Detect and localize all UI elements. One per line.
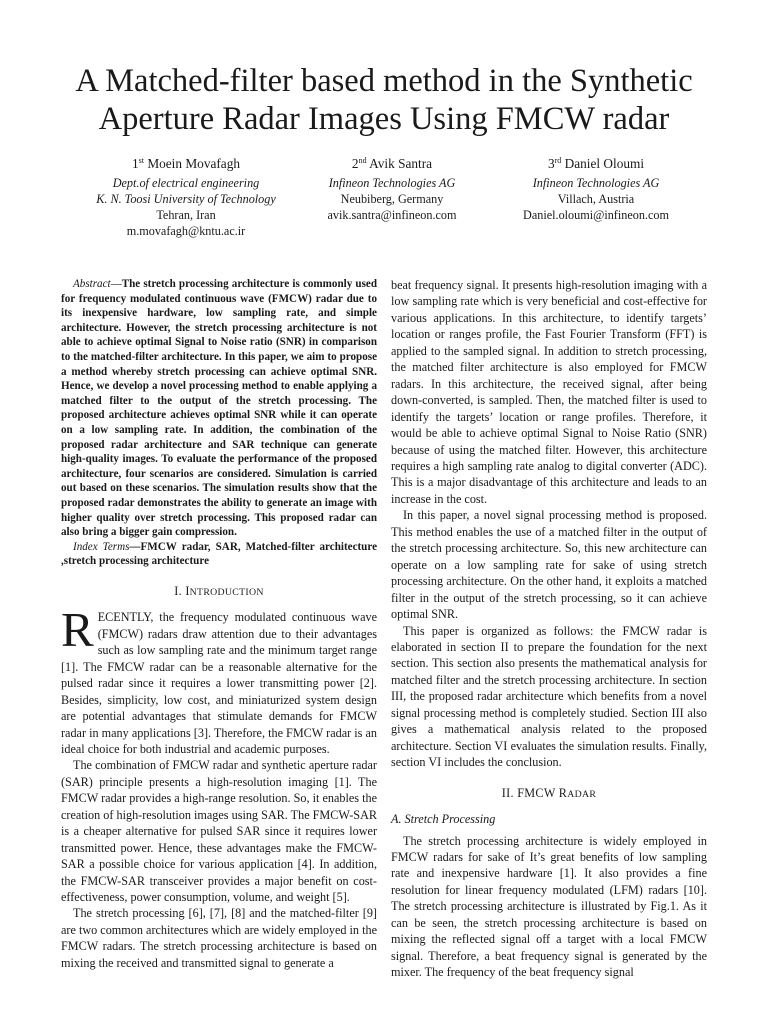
drop-cap: R xyxy=(61,602,94,658)
author-affiliation: Infineon Technologies AG xyxy=(532,176,660,190)
paper-title xyxy=(40,62,728,138)
author-location: Tehran, Iran xyxy=(156,208,216,222)
author-email: m.movafagh@kntu.ac.ir xyxy=(126,224,246,238)
author-affiliation: K. N. Toosi University of Technology xyxy=(96,192,276,206)
index-terms-label: Index Terms xyxy=(73,540,130,553)
body-paragraph: The stretch processing architecture is widely employed in FMCW radars for sake of It’s great benefits of low sampling rate and inexpensive hardware [1]. It also provides a fine resolution for linear frequency modulated (LFM) radars [10]. The stretch processing architecture is illustrated by Fig.1. As it can be seen, the stretch processing architecture is based on mixing the reflected signal off a target with a local FMCW signal. Therefore, a beat frequency signal is generated by the mixer. The frequency of the beat frequency signal xyxy=(391,833,707,980)
intro-paragraph: This paper is organized as follows: the FMCW radar is elaborated in section II to prepare the foundation for the next section. This section also presents the mathematical analysis for matched filter and the stretch processing architecture. In section III, the proposed radar architecture which benefits from a novel signal processing method is completely studied. Section III also gives a mathematical analysis related to the proposed architecture. Section VI evaluates the simulation results. Finally, section VI includes the conclusion. xyxy=(391,623,707,770)
index-terms-text: FMCW radar, SAR, Matched-filter architecture ,stretch processing architecture xyxy=(61,540,378,568)
author-email: avik.santra@infineon.com xyxy=(327,208,457,222)
abstract: Abstract—The stretch processing architecture is commonly used for frequency modulated continuous wave (FMCW) radar due to its inexpensive hardware, low sampling rate, and simple architecture. However, the stretch processing architecture is not able to achieve optimal Signal to Noise ratio (SNR) in comparison to the matched-filter architecture. In this paper, we aim to propose a method whereby stretch processing can achieve optimal SNR. Hence, we develop a novel processing method to enable applying a matched filter to the output of the stretch processing. The proposed architecture achieves optimal SNR while it can operate on a low sampling rate. In addition, the combination of the proposed radar architecture and SAR technique can generate high-quality images. To evaluate the performance of the proposed architecture, four scenarios are considered. Simulation is carried out based on these scenarios. The simulation results show that the proposed radar demonstrates the ability to generate an image with higher quality over stretch processing. This proposed radar can also bring a bigger gain compression. xyxy=(61,278,377,539)
author-email: Daniel.oloumi@infineon.com xyxy=(523,208,669,222)
intro-paragraph: RECENTLY, the frequency modulated continuous wave (FMCW) radars draw attention due to their advantages such as low sampling rate and the minimum target range [1]. The FMCW radar can be a reasonable alternative for the pulsed radar since it requires a lower transmitting power [2]. Besides, simplicity, low cost, and miniaturized system design are potential advantages that stimulate demands for FMCW radar in many applications [3]. Therefore, the FMCW radar is an ideal choice for both industrial and academic purposes. xyxy=(61,602,377,756)
author-department: Dept.of electrical engineering xyxy=(112,176,260,190)
section-heading-introduction: I. INTRODUCTION xyxy=(174,583,264,598)
abstract-label: Abstract xyxy=(73,278,111,290)
intro-paragraph-continued: beat frequency signal. It presents high-resolution imaging with a low sampling rate which is very beneficial and cost-effective for various applications. In this architecture, to identify targets’ location or ranges profile, the Fast Fourier Transform (FFT) is applied to the sampled signal. In addition to stretch processing, the matched filter architecture is also employed for FMCW radars. In this architecture, the received signal, after being down-converted, is sampled. Then, the matched filter is used to identify the targets’ location or range profiles. Therefore, it would be able to achieve optimal Signal to Noise Ratio (SNR) because of using the matched filter. However, this architecture requires a high sampling rate analog to digital converter (ADC). This is a major disadvantage of this architecture and leads to an increase in the cost. xyxy=(391,278,707,506)
title-line-2: Aperture Radar Images Using FMCW radar xyxy=(98,101,670,137)
intro-paragraph: The stretch processing [6], [7], [8] and the matched-filter [9] are two common architectures which are widely employed in the FMCW radars. The stretch processing architecture is based on mixing the received and transmitted signal to generate a xyxy=(61,906,377,970)
author-name: 1st Moein Movafagh xyxy=(131,156,241,171)
author-block xyxy=(471,153,721,223)
intro-paragraph: The combination of FMCW radar and synthetic aperture radar (SAR) principle presents a high-resolution imaging [1]. The FMCW radar provides a high-range resolution. So, it enables the creation of high-resolution images using SAR. The FMCW-SAR is a cheaper alternative for pulsed SAR since it requires lower transmitted power. Hence, these advantages make the FMCW-SAR a possible choice for various application [4]. In addition, the FMCW-SAR transceiver provides a major benefit on cost-effectiveness, power consumption, volume, and weight [5]. xyxy=(61,758,377,905)
subsection-heading-stretch-processing: A. Stretch Processing xyxy=(391,812,496,827)
intro-paragraph: In this paper, a novel signal processing method is proposed. This method enables the use of a matched filter in the output of the stretch processing architecture. So, this new architecture can operate on a low sampling rate for sake of using stretch processing architecture. On the other hand, it exploits a matched filter in the output of the stretch processing, so it can achieve optimal SNR. xyxy=(391,508,707,622)
right-column xyxy=(391,277,707,981)
title-line-1: A Matched-filter based method in the Synthetic xyxy=(75,63,693,99)
author-location: Neubiberg, Germany xyxy=(340,192,444,206)
index-terms: Index Terms—FMCW radar, SAR, Matched-filter architecture ,stretch processing architecture xyxy=(61,540,378,568)
left-column xyxy=(61,277,377,971)
abstract-text: The stretch processing architecture is commonly used for frequency modulated continuous wave (FMCW) radar due to its inexpensive hardware, low sampling rate, and simple architecture. However, the stretch processing architecture is not able to achieve optimal Signal to Noise ratio (SNR) in comparison to the matched-filter architecture. In this paper, we aim to propose a method whereby stretch processing can achieve optimal SNR. Hence, we develop a novel processing method to enable applying a matched filter to the output of the stretch processing. The proposed architecture achieves optimal SNR while it can operate on a low sampling rate. In addition, the combination of the proposed radar architecture and SAR technique can generate high-quality images. To evaluate the performance of the proposed architecture, four scenarios are considered. Simulation is carried out based on these scenarios. The simulation results show that the proposed radar demonstrates the ability to generate an image with higher quality over stretch processing. This proposed radar can also bring a bigger gain compression. xyxy=(61,278,377,539)
author-affiliation: Infineon Technologies AG xyxy=(328,176,456,190)
author-location: Villach, Austria xyxy=(557,192,635,206)
author-name: 2nd Avik Santra xyxy=(351,156,433,171)
author-name: 3rd Daniel Oloumi xyxy=(547,156,645,171)
section-heading-fmcw-radar: II. FMCW RADAR xyxy=(501,785,597,800)
